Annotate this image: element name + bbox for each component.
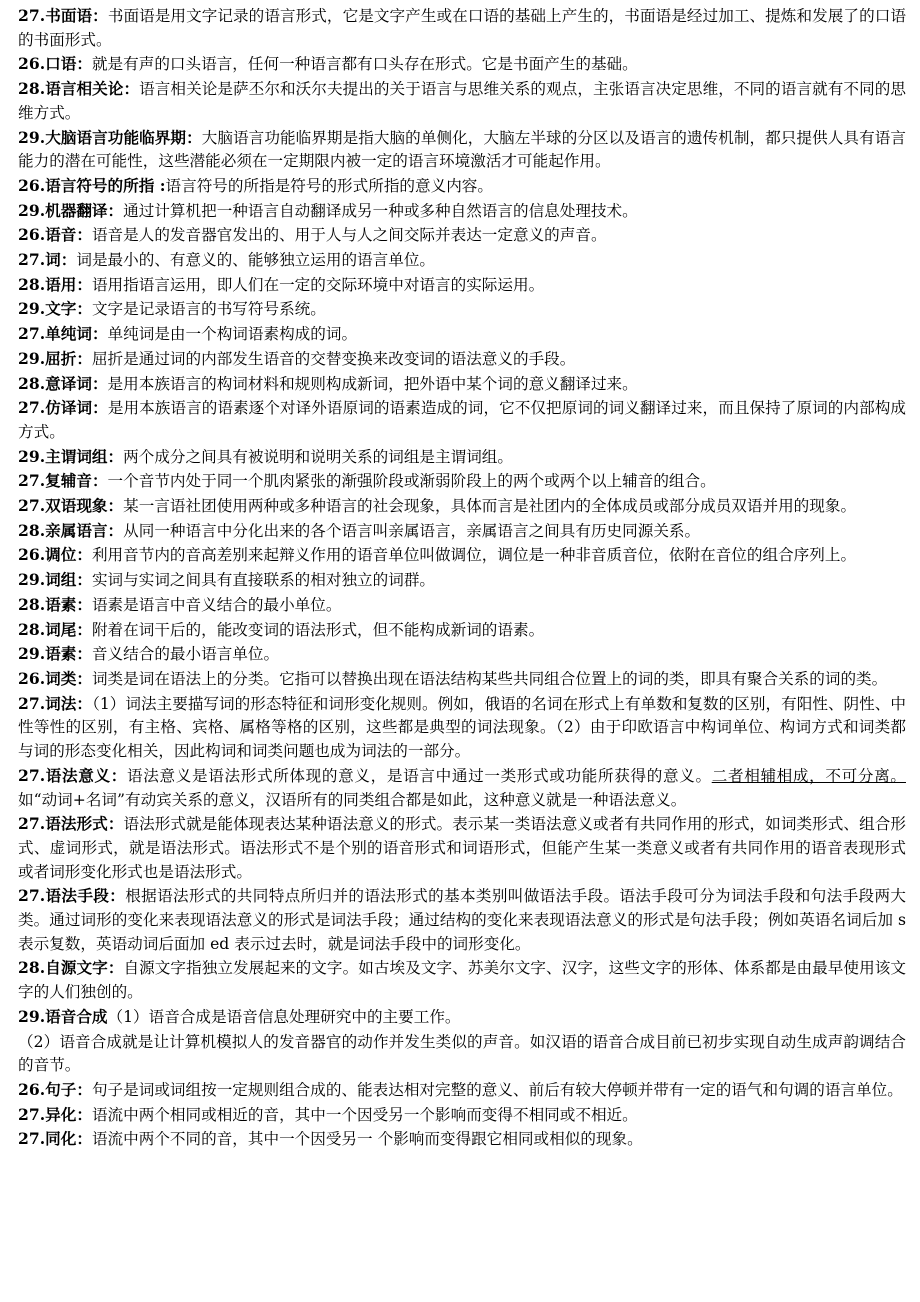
entry-term: 26.词类：	[18, 668, 92, 688]
entry-quzhe	[18, 347, 906, 372]
entry-definition: 语流中两个相同或相近的音，其中一个因受另一个影响而变得不相同或不相近。	[91, 1105, 638, 1124]
entry-definition: 句子是词或词组按一定规则组合成的、能表达相对完整的意义、前后有较大停顿并带有一定的语气和句调的语言单位。	[91, 1080, 903, 1099]
entry-cizu	[18, 568, 906, 593]
entry-term: 27.单纯词：	[18, 324, 108, 344]
entry-term: 29.屈折：	[18, 348, 92, 368]
entry-definition: 附着在词干后的，能改变词的语法形式，但不能构成新词的语素。	[91, 620, 545, 639]
entry-term: 28.语用：	[18, 274, 92, 294]
entry-definition: 语法意义是语法形式所体现的意义，是语言中通过一类形式或功能所获得的意义。	[127, 766, 712, 785]
entry-term: 29.文字：	[18, 299, 92, 319]
entry-juzi	[18, 1078, 906, 1103]
entry-definition: 音义结合的最小语言单位。	[91, 645, 280, 664]
entry-fufuyin	[18, 469, 906, 494]
entry-fangyici	[18, 396, 906, 444]
entry-definition: 语素是语言中音义结合的最小单位。	[91, 595, 342, 614]
entry-definition: 词类是词在语法上的分类。它指可以替换出现在语法结构某些共同组合位置上的词的类，即具有聚合关系的词的类。	[91, 669, 888, 688]
entry-term: 29.语音合成	[18, 1006, 108, 1026]
entry-term: 28.语言相关论：	[18, 79, 140, 99]
entry-zhuwei-cizu	[18, 445, 906, 470]
entry-definition: 语流中两个不同的音，其中一个因受另一 个影响而变得跟它相同或相似的现象。	[91, 1130, 643, 1149]
entry-definition: 词是最小的、有意义的、能够独立运用的语言单位。	[76, 251, 436, 270]
entry-definition: 文字是记录语言的书写符号系统。	[91, 300, 326, 319]
entry-term: 27.异化：	[18, 1104, 92, 1124]
entry-definition: 书面语是用文字记录的语言形式，它是文字产生或在口语的基础上产生的，书面语是经过加工、提炼和发展了的口语的书面形式。	[18, 7, 906, 49]
entry-ci	[18, 248, 906, 273]
entry-term: 29.语素：	[18, 644, 92, 664]
entry-yufa-shouduan	[18, 884, 906, 956]
entry-yiyici	[18, 372, 906, 397]
entry-definition: （2）语音合成就是让计算机模拟人的发音器官的动作并发生类似的声音。如汉语的语音合成目前已初步实现自动生成声韵调结合的音节。	[18, 1032, 906, 1075]
entry-term: 29.主谓词组：	[18, 446, 124, 466]
entry-cifa	[18, 692, 906, 764]
entry-term: 27.同化：	[18, 1129, 92, 1149]
entry-diaowei	[18, 543, 906, 568]
entry-term: 26.句子：	[18, 1079, 92, 1099]
entry-term: 29.词组：	[18, 570, 92, 590]
entry-danchunci	[18, 322, 906, 347]
entry-yusu-2	[18, 642, 906, 667]
entry-cilei	[18, 667, 906, 692]
entry-term: 27.仿译词：	[18, 398, 108, 418]
entry-term: 27.复辅音：	[18, 471, 108, 491]
entry-term: 26.口语：	[18, 54, 92, 74]
entry-shumianyu	[18, 4, 906, 52]
entry-definition: 就是有声的口头语言，任何一种语言都有口头存在形式。它是书面产生的基础。	[91, 55, 638, 74]
entry-yufa-yiyi	[18, 764, 906, 812]
entry-definition: 语用指语言运用，即人们在一定的交际环境中对语言的实际运用。	[91, 275, 545, 294]
entry-kouyu	[18, 52, 906, 77]
entry-term: 27.双语现象：	[18, 496, 124, 516]
entry-shuangyu-xianxiang	[18, 494, 906, 519]
entry-definition: 某一言语社团使用两种或多种语言的社会现象，具体而言是社团内的全体成员或部分成员双语并用的现象。	[123, 497, 857, 516]
entry-term: 27.书面语：	[18, 6, 108, 25]
entry-definition: 一个音节内处于同一个肌肉紧张的渐强阶段或渐弱阶段上的两个或两个以上辅音的组合。	[107, 472, 716, 491]
entry-definition: 语法形式就是能体现表达某种语法意义的形式。表示某一类语法意义或者有共同作用的形式，如词类形式、组合形式、虚词形式，就是语法形式。语法形式不是个别的语音形式和词语形式，但能产生某一类意义或者有共同作用的语音表现形式或者词形变化形式也是语法形式。	[18, 815, 906, 881]
entry-definition: 语言相关论是萨丕尔和沃尔夫提出的关于语言与思维关系的观点，主张语言决定思维，不同的语言就有不同的思维方式。	[18, 80, 906, 122]
entry-term: 28.语素：	[18, 594, 92, 614]
entry-yuyin-hecheng-continued	[18, 1030, 906, 1078]
entry-term: 27.词法：	[18, 693, 93, 713]
entry-definition: 语言符号的所指是符号的形式所指的意义内容。	[165, 176, 493, 195]
entry-yusu	[18, 593, 906, 618]
entry-definition: 实词与实词之间具有直接联系的相对独立的词群。	[91, 571, 436, 590]
entry-yufa-xingshi	[18, 812, 906, 884]
entry-term: 28.意译词：	[18, 373, 108, 393]
underlined-phrase: 二者相辅相成，不可分离。	[711, 766, 906, 785]
entry-yuyin	[18, 223, 906, 248]
entry-qinshu-yuyan	[18, 519, 906, 544]
entry-definition: 通过计算机把一种语言自动翻译成另一种或多种自然语言的信息处理技术。	[123, 201, 638, 220]
entry-definition: 从同一种语言中分化出来的各个语言叫亲属语言，亲属语言之间具有历史同源关系。	[123, 521, 701, 540]
entry-definition: （1）词法主要描写词的形态特征和词形变化规则。例如，俄语的名词在形式上有单数和复数的区别，有阳性、阴性、中性等性的区别，有主格、宾格、属格等格的区别，这些都是典型的词法现象。（2）由于印欧语言中构词单位、构词方式和词类都与词的形态变化相关，因此构词和词类问题也成为词法的一部分。	[18, 694, 906, 761]
entry-definition: 语音是人的发音器官发出的、用于人与人之间交际并表达一定意义的声音。	[91, 226, 607, 245]
entry-term: 27.语法手段：	[18, 886, 126, 906]
entry-definition: （1）语音合成是语音信息处理研究中的主要工作。	[107, 1007, 461, 1026]
entry-definition: 是用本族语言的构词材料和规则构成新词，把外语中某个词的意义翻译过来。	[107, 374, 638, 393]
entry-suozhi	[18, 174, 906, 199]
entry-term: 27.词：	[18, 250, 77, 270]
entry-jiqi-fanyi	[18, 199, 906, 224]
entry-definition: 自源文字指独立发展起来的文字。如古埃及文字、苏美尔文字、汉字，这些文字的形体、体系都是由最早使用该文字的人们独创的。	[18, 959, 906, 1002]
entry-term: 27.语法形式：	[18, 814, 124, 834]
entry-yihua	[18, 1103, 906, 1128]
entry-yuyan-xiangguanlun	[18, 77, 906, 125]
entry-tonghua	[18, 1127, 906, 1152]
entry-definition: 利用音节内的音高差别来起辩义作用的语音单位叫做调位，调位是一种非音质音位，依附在音位的组合序列上。	[91, 546, 857, 565]
entry-definition: 是用本族语言的语素逐个对译外语原词的语素造成的词，它不仅把原词的词义翻译过来，而且保持了原词的内部构成方式。	[18, 399, 906, 441]
entry-term: 29.大脑语言功能临界期：	[18, 127, 202, 147]
entry-definition: 大脑语言功能临界期是指大脑的单侧化，大脑左半球的分区以及语言的遗传机制，都只提供人具有语言能力的潜在可能性，这些潜能必须在一定期限内被一定的语言环境激活才可能起作用。	[18, 128, 906, 171]
entry-term: 27.语法意义：	[18, 765, 128, 785]
entry-term: 29.机器翻译：	[18, 200, 124, 220]
entry-term: 28.词尾：	[18, 619, 92, 639]
entry-definition: 单纯词是由一个构词语素构成的词。	[107, 325, 358, 344]
entry-ziyuan-wenzi	[18, 956, 906, 1004]
entry-term: 28.亲属语言：	[18, 520, 124, 540]
entry-definition: 两个成分之间具有被说明和说明关系的词组是主谓词组。	[123, 447, 513, 466]
entry-term: 28.自源文字：	[18, 958, 124, 978]
entry-linjieqi	[18, 126, 906, 174]
entry-definition: 根据语法形式的共同特点所归并的语法形式的基本类别叫做语法手段。语法手段可分为词法手段和句法手段两大类。通过词形的变化来表现语法意义的形式是词法手段；通过结构的变化来表现语法意义的形式是句法手段；例如英语名词后加 s 表示复数，英语动词后面加 ed 表示过去时，就是词法手段中的词形变化。	[18, 887, 906, 953]
entry-yuyong	[18, 273, 906, 298]
entry-definition: 屈折是通过词的内部发生语音的交替变换来改变词的语法意义的手段。	[91, 349, 576, 368]
entry-term: 26.语音：	[18, 225, 92, 245]
entry-wenzi	[18, 297, 906, 322]
entry-definition-continued: 如“动词+名词”有动宾关系的意义，汉语所有的同类组合都是如此，这种意义就是一种语法意义。	[18, 790, 687, 809]
entry-ciwei	[18, 618, 906, 643]
entry-term: 26.调位：	[18, 545, 92, 565]
entry-term: 26.语言符号的所指 :	[18, 175, 166, 195]
entry-yuyin-hecheng	[18, 1005, 906, 1030]
